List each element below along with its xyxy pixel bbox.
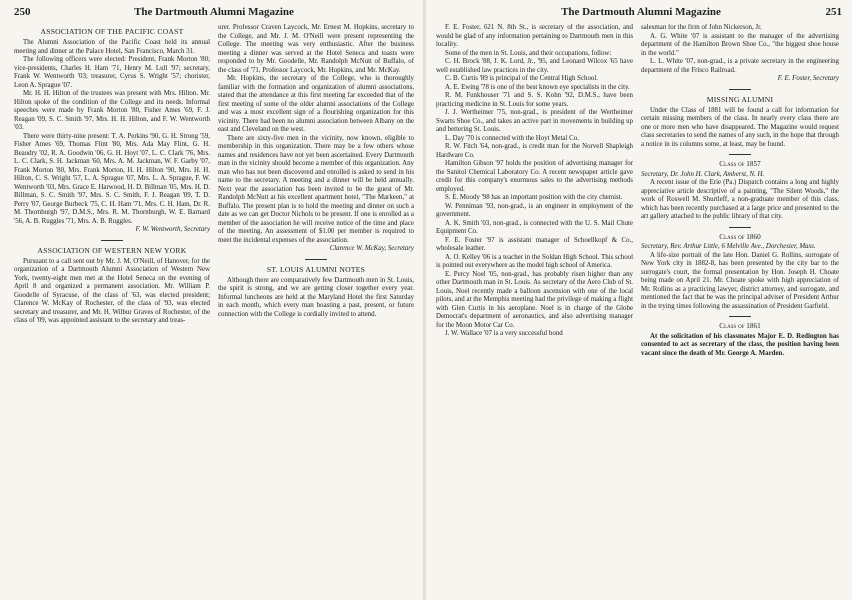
class-1857-paragraph: A recent issue of the Erie (Pa.) Dispatch contains a long and highly appreciative article descriptive of a painting, "The Silent Woods," the work of Roswell M. Shurtleff, a non-graduate member of this class, which has been recently purchased at a large price and presented to the art gallery attached to the public library of that city. [641,179,839,220]
left-page-number: 250 [14,6,31,18]
missing-alumni-heading: MISSING ALUMNI [706,94,774,104]
class-1860-secretary: Secretary, Rev. Arthur Little, 6 Melville Ave., Dorchester, Mass. [641,243,816,250]
right-running-header [440,6,842,20]
missing-alumni-paragraph: Under the Class of 1881 will be found a call for information for certain missing members of the class. In nearly every class there are one or more men who have disappeared. The Magazine would request class secretaries to send the names of any such, in the hope that through a notice in its columns some, at least, may be found. [641,106,839,148]
section-divider [729,227,751,228]
st-louis-paragraph-13: W. Penniman '93, non-grad., is an engineer in employment of the government. [436,202,633,218]
right-page [426,0,852,600]
st-louis-paragraph-14: A. K. Smith '03, non-grad., is connected with the U. S. Mail Chute Equipment Co. [436,219,633,235]
st-louis-paragraph-16: A. O. Kelley '06 is a teacher in the Soldan High School. This school is pointed out everywhere as the model high school of America. [436,253,633,269]
st-louis-paragraph-12: S. E. Moody '98 has an important position with the city chemist. [445,194,623,201]
left-column-1 [14,24,210,596]
st-louis-signature: F. E. Foster, Secretary [777,75,839,82]
st-louis-paragraph-5: C. B. Curtis '89 is principal of the Central High School. [445,75,599,82]
st-louis-paragraph-18-continued: salesman for the firm of John Nickerson, Jr. [641,24,762,31]
left-running-head-title: The Dartmouth Alumni Magazine [134,6,294,18]
pacific-paragraph-4: There were thirty-nine present: T. A. Perkins '90, G. H. Strong '59, Fisher Ames '69, Thomas Flint '80, Mrs. Ada May Flint, G. H. Beaudry '02, R. A. Goodwin '06, G. H. Hoyt '07, L. C. Clark '76, Mrs. L. C. Clark, S. H. Jackman '60, Mrs. A. M. Jackman, W. F. Garby '07, Frank Morton '80, Mrs. Frank Morton, H. H. Hilton '90, Mrs. H. H. Hilton, C. S. Wright '57, L. A. Sprague '07, Mrs. L. A. Sprague, F. W. Wentworth '03, Mrs. Grace E. Harwood, H. D. Billman '05, Mrs. H. D. Billman, S. C. Smith '97, Mrs. S. C. Smith, F. J. Reagan '09, T. D. Perry '07, George Burbeck '75, C. H. Ham '71, Mrs. C. H. Ham, Dr. R. M. Thornburgh '97, D.M.S., Mrs. R. M. Thornburgh, W. E. Barnard '56, A. B. Ruggles '71, Mrs. A. B. Ruggles. [14,132,210,225]
western-paragraph-3: There are sixty-five men in the vicinity, now known, eligible to membership in this organization. There may be a few others whose names and residences have not yet been ascertained. Every Dartmouth man in the vicinity should become a member of this organization. Any man who has not been discovered and enrolled is asked to send in his name to the secretary. A meeting and a dinner will be held annually. Next year the association has been invited to be the guest of Mr. Randolph McNutt at his excellent apartment hotel, "The Markeen," at Buffalo. The present plan is to hold the meeting and dinner on such a date as we can get Doctor Nichols to be present. If one is enrolled as a member of the association he will receive notice of the time and place of the meeting. An assessment of $1.00 per member is required to meet the incidental expenses of the association. [218,134,414,244]
section-divider [729,154,751,155]
left-page [0,0,424,600]
st-louis-paragraph-19: A. G. White '07 is assistant to the manager of the advertising department of the Hamilton Brown Shoe Co., "the biggest shoe house in the world." [641,32,839,57]
class-1857-heading: Class of 1857 [719,160,761,168]
western-paragraph-1: Pursuant to a call sent out by Mr. J. M. O'Neill, of Hanover, for the organization of a Dartmouth Alumni Association of Western New York, twenty-eight men met at the Hotel Seneca on the evening of April 8 and organized a permanent association. Mr. William P. Goodelle of Syracuse, of the class of '63, was elected president; Clarence W. McKay of Rochester, of the class of '93, was elected secretary and treasurer, and Mr. H. Wilbur Graves of Rochester, of the class of '09, was appointed assistant to the secretary and treas- [14,257,210,324]
western-paragraph-2: Mr. Hopkins, the secretary of the College, who is thoroughly familiar with the formation and organization of alumni associations, stated that the attendance at this first meeting far exceeded that of the first meeting of some of the older alumni associations of the College and was a most excellent sign of a flourishing organization for this vicinity. There had been no alumni association between Albany on the east and Cleveland on the west. [218,75,414,133]
western-paragraph-1-continued: urer. Professor Craven Laycock, Mr. Ernest M. Hopkins, secretary to the College, and Mr. J. M. O'Neill were present representing the College. The meeting was very enthusiastic. After the business meeting a dinner was served at the Hotel Seneca and toasts were responded to by Mr. Goodelle, Mr. Randolph McNutt of Buffalo, of the class of '71, Professor Laycock, Mr. Hopkins, and Mr. McKay. [218,24,414,74]
st-louis-paragraph-3: Some of the men in St. Louis, and their occupations, follow: [445,49,612,57]
class-1860-heading: Class of 1860 [719,232,761,241]
st-louis-paragraph-4: C. H. Brock '88, J. K. Lord, Jr., '95, and Leonard Wilcox '65 have well established law practices in the city. [436,58,633,74]
st-louis-paragraph-2: F. E. Foster, 621 N. 8th St., is secretary of the association, and would be glad of any information pertaining to Dartmouth men in this locality. [436,24,633,48]
st-louis-paragraph-17: E. Percy Noel '05, non-grad., has probably risen higher than any other Dartmouth man in St. Louis. As secretary of the Aero Club of St. Louis, Noel recently made a balloon ascension with one of the local pilots, and at the Memphis meeting had the privilege of making a flight with Glen Curtis in his aeroplane. Noel is in charge of the Globe Democrat's department of aeronautics, and also advertising manager for the Moon Motor Car Co. [436,270,633,329]
pacific-paragraph-1: The Alumni Association of the Pacific Coast held its annual meeting and dinner at the Palace Hotel, San Francisco, March 31. [14,39,210,55]
class-1860-paragraph: A life-size portrait of the late Hon. Daniel G. Rollins, surrogate of New York city in 1882-8, has been presented by the city bar to the surrogate's court, the formal presentation by Hon. Joseph H. Choate being made on April 21. Mr. Choate spoke with high appreciation of Mr. Rollins as a practicing lawyer, district attorney, and surrogate, and mentioned the fact that he was the principal adviser of President Arthur in the trying times following the assassination of President Garfield. [641,251,839,310]
st-louis-paragraph-1: Although there are comparatively few Dartmouth men in St. Louis, the spirit is strong, and we are getting closer together every year. Informal luncheons are held at the Maryland Hotel the first Saturday in each month, which every man boasting a past, present, or future connection with the College is cordially invited to attend. [218,276,414,318]
section-divider [729,89,751,90]
st-louis-heading: ST. LOUIS ALUMNI NOTES [266,264,366,274]
st-louis-paragraph-9: L. Day '70 is connected with the Hoyt Metal Co. [445,134,579,142]
section-divider [305,259,327,260]
class-1857-secretary: Secretary, Dr. John H. Clark, Amherst, N. H. [641,170,765,178]
st-louis-paragraph-11: Hamilton Gibson '97 holds the position of advertising manager for the Sanitol Chemical Laboratory Co. A recent newspaper article gave credit for this company's enormous sales to the advertising methods employed. [436,160,633,193]
section-divider [729,316,751,317]
right-running-head-title: The Dartmouth Alumni Magazine [561,6,721,18]
right-column-1 [436,24,633,596]
st-louis-paragraph-15: F. E. Foster '97 is assistant manager of Schoellkopf & Co., wholesale leather. [436,236,633,252]
st-louis-paragraph-7: R. M. Funkhouser '71 and S. S. Kohn '92, D.M.S., have been practicing medicine in St. Louis for some years. [436,92,633,108]
st-louis-paragraph-18: J. W. Wallace '07 is a very successful bond [445,330,563,337]
st-louis-paragraph-10: R. W. Fitch '64, non-grad., is credit man for the Norvell Shapleigh Hardware Co. [436,143,633,159]
st-louis-paragraph-8: J. J. Wertheimer '75, non-grad., is president of the Wertheimer Swarts Shoe Co., and takes an active part in movements in building up and bettering St. Louis. [436,109,633,133]
western-signature: Clarence W. McKay, Secretary [329,245,414,252]
left-running-header [14,6,414,20]
st-louis-paragraph-20: L. L. White '07, non-grad., is a private secretary in the engineering department of the Frisco Railroad. [641,58,839,74]
pacific-coast-heading: ASSOCIATION OF THE PACIFIC COAST [40,27,184,36]
western-new-york-heading: ASSOCIATION OF WESTERN NEW YORK [37,245,187,255]
right-column-2 [641,24,839,596]
class-1861-paragraph: At the solicitation of his classmates Major E. D. Redington has consented to act as secretary of the class, the position having been vacant since the death of Mr. George A. Marden. [641,332,839,357]
left-column-2 [218,24,414,596]
pacific-paragraph-3: Mr. H. H. Hilton of the trustees was present with Mrs. Hilton. Mr. Hilton spoke of the condition of the College and its needs. Informal speeches were made by Frank Morton '80, Fisher Ames '69, F. J. Reagan '09, S. C. Smith '97, Mrs. H. H. Hilton, and F. W. Wentworth '03. [14,90,210,131]
pacific-paragraph-2: The following officers were elected: President, Frank Morton '80; vice-presidents, Charles H. Ham '71, Henry M. Lull '97; secretary, Frank W. Wentworth '03; treasurer, Cyrus S. Wright '57; chorister, Leon A. Sprague '07. [14,56,210,89]
pacific-signature: F. W. Wentworth, Secretary [135,226,210,233]
section-divider [101,240,123,241]
right-page-number: 251 [825,6,842,18]
class-1861-heading: Class of 1861 [719,322,761,330]
st-louis-paragraph-6: A. E. Ewing '78 is one of the best known eye specialists in the city. [445,83,630,91]
